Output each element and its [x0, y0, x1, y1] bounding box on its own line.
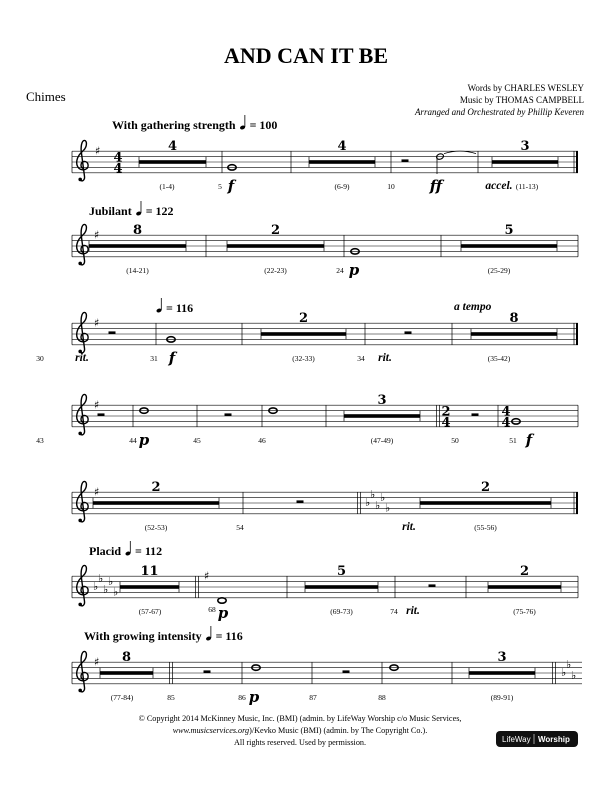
dynamic-marking: f: [168, 349, 176, 367]
tempo-bpm: = 116: [215, 629, 243, 643]
key-signature-sharp-icon: ♯: [94, 485, 100, 499]
dynamic-marking: p: [138, 431, 150, 449]
tempo-bpm: = 100: [249, 118, 278, 132]
key-signature-flat-icon: ♭: [375, 498, 381, 512]
copyright-line-1: © Copyright 2014 McKinney Music, Inc. (BMI) (admin. by LifeWay Worship c/o Music Services,: [138, 714, 462, 723]
quarter-note-icon: [156, 298, 162, 313]
multi-measure-rest: [227, 241, 324, 252]
key-signature-flat-icon: ♭: [385, 501, 391, 515]
instrument-name: Chimes: [26, 89, 66, 104]
rest-count: 11: [140, 564, 159, 579]
key-signature-flat-icon: ♭: [571, 668, 577, 682]
tempo-bpm: = 122: [145, 204, 174, 218]
half-rest: [98, 413, 105, 416]
multi-rest-bar: [344, 414, 420, 418]
multi-measure-rest: [261, 329, 346, 340]
dynamic-marking: p: [248, 688, 260, 706]
tempo-text: Placid: [89, 544, 121, 558]
treble-clef-icon: [77, 481, 88, 522]
expression-marking: rit.: [75, 352, 89, 364]
tempo-text: With gathering strength: [112, 118, 236, 132]
multi-measure-rest: [488, 582, 561, 593]
multi-rest-bar: [469, 671, 535, 675]
tempo-bpm: = 116: [166, 301, 194, 315]
measure-number: 30: [36, 354, 44, 363]
measure-range-label: (52-53): [144, 523, 168, 532]
final-barline: [576, 151, 578, 173]
rest-count: 3: [520, 139, 530, 154]
dynamic-marking: f: [227, 177, 235, 195]
key-signature-sharp-icon: ♯: [94, 398, 100, 412]
key-signature-sharp-icon: ♯: [94, 655, 100, 669]
treble-clef-icon: [77, 140, 88, 181]
measure-range-label: (22-23): [264, 266, 287, 275]
quarter-note-icon: [239, 115, 245, 130]
tempo-text: With growing intensity: [84, 629, 202, 643]
key-signature-flat-icon: ♭: [380, 490, 386, 504]
measure-number: 74: [390, 607, 398, 616]
measure-range-label: (14-21): [126, 266, 149, 275]
a-tempo-marking: a tempo: [454, 301, 492, 313]
treble-clef-icon: [77, 394, 88, 435]
quarter-note-icon: [136, 201, 142, 216]
key-signature-flat-icon: ♭: [108, 574, 114, 588]
copyright-line-2: [173, 726, 428, 735]
measure-number: 44: [129, 436, 137, 445]
quarter-note-icon: [205, 626, 211, 641]
rest-count: 5: [504, 223, 514, 238]
measure-range-label: (47-49): [370, 436, 394, 445]
measure-range-label: (35-42): [487, 354, 511, 363]
measure-range-label: (89-91): [490, 693, 514, 702]
multi-rest-bar: [227, 244, 324, 248]
multi-rest-bar: [120, 585, 179, 589]
measure-range-label: (11-13): [515, 182, 539, 191]
rest-count: 8: [132, 223, 143, 238]
multi-measure-rest: [120, 582, 179, 593]
multi-rest-bar: [139, 160, 206, 164]
multi-measure-rest: [89, 241, 186, 252]
multi-rest-bar: [100, 671, 153, 675]
rest-count: 4: [337, 139, 347, 154]
time-signature-top: 4: [113, 150, 123, 166]
measure-range-label: (77-84): [110, 693, 134, 702]
key-signature-flat-icon: ♭: [370, 488, 376, 502]
treble-clef-icon: [77, 651, 88, 692]
expression-marking: rit.: [406, 605, 420, 617]
rest-count: 2: [151, 480, 161, 495]
lifeway-worship-logo: [496, 731, 578, 747]
multi-measure-rest: [139, 157, 206, 168]
music-credit: Music by THOMAS CAMPBELL: [459, 95, 584, 105]
half-rest: [225, 413, 232, 416]
measure-number: 43: [36, 436, 44, 445]
page-title: AND CAN IT BE: [223, 43, 389, 68]
measure-range-label: (1-4): [159, 182, 175, 191]
multi-rest-bar: [261, 332, 346, 336]
rest-count: 8: [121, 650, 132, 665]
musicservices-link[interactable]: www.musicservices.org: [172, 726, 250, 735]
half-rest: [472, 413, 479, 416]
half-rest: [402, 159, 409, 162]
measure-range-label: (25-29): [487, 266, 511, 275]
multi-measure-rest: [420, 498, 551, 509]
key-signature-sharp-icon: ♯: [94, 316, 100, 330]
rest-count: 3: [377, 393, 387, 408]
key-signature-flat-icon: ♭: [365, 496, 371, 510]
dynamic-marking: ff: [429, 177, 443, 195]
half-rest: [343, 670, 350, 673]
rest-count: 2: [519, 564, 530, 579]
final-barline: [576, 323, 578, 345]
rest-count: 3: [497, 650, 507, 665]
measure-range-label: (75-76): [513, 607, 536, 616]
rest-count: 2: [270, 223, 281, 238]
dynamic-marking: p: [217, 604, 229, 622]
dynamic-marking: f: [525, 431, 533, 449]
multi-measure-rest: [309, 157, 375, 168]
key-signature-flat-icon: ♭: [566, 658, 572, 672]
key-signature-flat-icon: ♭: [103, 582, 109, 596]
half-rest: [429, 584, 436, 587]
expression-marking: rit.: [402, 521, 416, 533]
multi-rest-bar: [492, 160, 558, 164]
half-rest: [109, 331, 116, 334]
key-signature-sharp-icon: ♯: [95, 144, 101, 158]
key-signature-sharp-icon: ♯: [204, 569, 210, 583]
half-rest: [297, 500, 304, 503]
multi-measure-rest: [461, 241, 557, 252]
multi-measure-rest: [471, 329, 557, 340]
measure-range-label: (6-9): [334, 182, 350, 191]
measure-number: 34: [357, 354, 365, 363]
measure-number: 51: [509, 436, 517, 445]
multi-rest-bar: [305, 585, 378, 589]
time-signature-top: 2: [441, 404, 451, 420]
treble-clef-icon: [77, 565, 88, 606]
logo-text-right: Worship: [538, 735, 570, 744]
measure-number: 87: [309, 693, 317, 702]
logo-text-left: LifeWay: [502, 735, 531, 744]
half-rest: [204, 670, 211, 673]
measure-number: 50: [451, 436, 459, 445]
multi-measure-rest: [344, 411, 420, 422]
multi-measure-rest: [492, 157, 558, 168]
multi-rest-bar: [89, 244, 186, 248]
measure-number: 10: [387, 182, 395, 191]
measure-number: 88: [378, 693, 386, 702]
measure-range-label: (69-73): [330, 607, 353, 616]
key-signature-sharp-icon: ♯: [94, 228, 100, 242]
words-credit: Words by CHARLES WESLEY: [467, 83, 584, 93]
multi-rest-bar: [420, 501, 551, 505]
measure-number: 54: [236, 523, 244, 532]
measure-number: 5: [218, 182, 222, 191]
key-signature-flat-icon: ♭: [113, 585, 119, 599]
multi-measure-rest: [305, 582, 378, 593]
rest-count: 4: [167, 139, 178, 154]
dynamic-marking: p: [348, 261, 360, 279]
key-signature-flat-icon: ♭: [98, 572, 104, 586]
multi-measure-rest: [100, 668, 153, 679]
final-barline: [576, 492, 578, 514]
expression-marking: accel.: [485, 180, 513, 192]
time-signature-bottom: 4: [113, 161, 123, 177]
copyright-line-2-text: )/Kevko Music (BMI) (admin. by The Copyright Co.).: [249, 726, 428, 735]
whole-note: [218, 598, 226, 603]
measure-number: 68: [208, 605, 216, 614]
measure-range-label: (32-33): [292, 354, 315, 363]
rest-count: 2: [480, 480, 491, 495]
quarter-note-icon: [125, 541, 131, 556]
multi-rest-bar: [471, 332, 557, 336]
tempo-bpm: = 112: [135, 544, 163, 558]
rest-count: 5: [336, 564, 347, 579]
measure-range-label: (57-67): [138, 607, 162, 616]
arranger-credit: Arranged and Orchestrated by Phillip Keveren: [414, 107, 584, 117]
measure-number: 24: [336, 266, 344, 275]
multi-measure-rest: [469, 668, 535, 679]
multi-rest-bar: [309, 160, 375, 164]
measure-number: 45: [193, 436, 201, 445]
half-rest: [405, 331, 412, 334]
rest-count: 2: [298, 311, 309, 326]
key-signature-flat-icon: ♭: [561, 666, 567, 680]
measure-number: 85: [167, 693, 175, 702]
measure-number: 86: [238, 693, 246, 702]
time-signature-bottom: 4: [441, 415, 451, 431]
multi-rest-bar: [488, 585, 561, 589]
multi-rest-bar: [461, 244, 557, 248]
expression-marking: rit.: [378, 352, 392, 364]
copyright-line-3: All rights reserved. Used by permission.: [233, 738, 367, 747]
measure-range-label: (55-56): [474, 523, 497, 532]
key-signature-flat-icon: ♭: [93, 580, 99, 594]
multi-rest-bar: [93, 501, 219, 505]
measure-number: 31: [150, 354, 158, 363]
measure-number: 46: [258, 436, 266, 445]
treble-clef-icon: [77, 312, 88, 353]
time-signature-bottom: 4: [501, 415, 511, 431]
time-signature-top: 4: [501, 404, 511, 420]
multi-measure-rest: [93, 498, 219, 509]
tempo-text: Jubilant: [89, 204, 132, 218]
treble-clef-icon: [77, 224, 88, 265]
rest-count: 8: [509, 311, 519, 326]
